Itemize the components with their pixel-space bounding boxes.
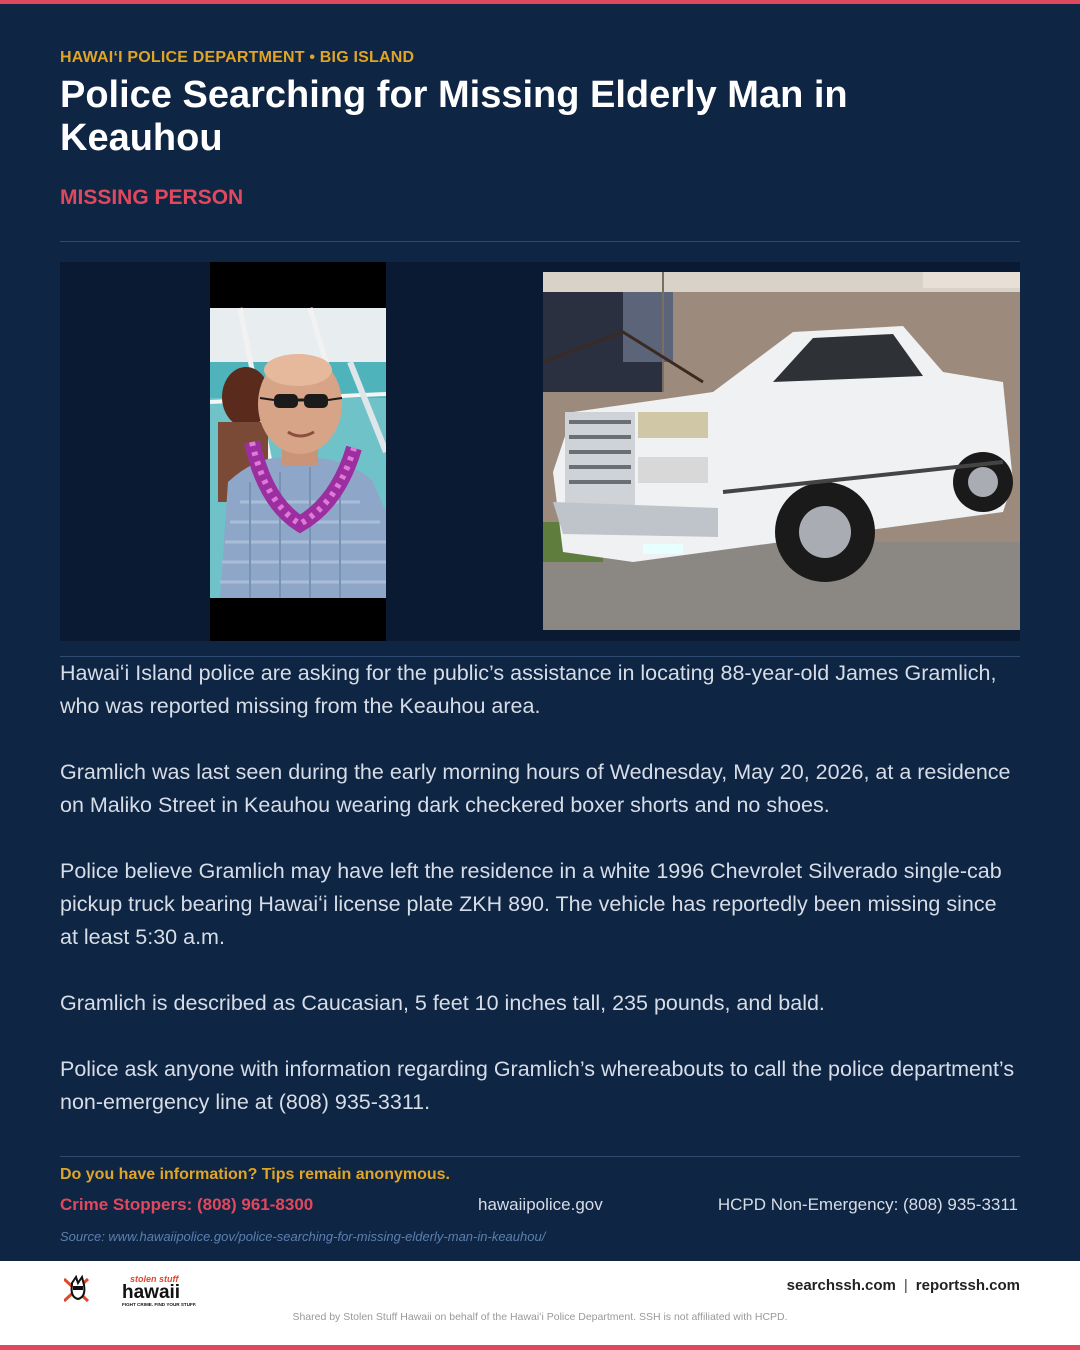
contact-row [60,1195,1020,1217]
reportssh-link[interactable]: reportssh.com [915,1277,1020,1294]
svg-text:FIGHT CRIME. FIND YOUR STUFF.: FIGHT CRIME. FIND YOUR STUFF. [122,1302,197,1307]
category-label: MISSING PERSON [60,186,244,209]
article-paragraph: Police ask anyone with information regarding Gramlich’s whereabouts to call the police department’s non-emergency line at (808) 935-3311. [60,1057,1015,1114]
vehicle-photo [543,272,1020,630]
footer [0,1261,1080,1345]
article-paragraph: Gramlich was last seen during the early morning hours of Wednesday, May 20, 2026, at a residence on Maliko Street in Keauhou wearing dark checkered boxer shorts and no shoes. [60,760,1011,817]
missing-person-photo [210,262,386,641]
searchssh-link[interactable]: searchssh.com [786,1277,896,1294]
article-paragraph: Gramlich is described as Caucasian, 5 feet 10 inches tall, 235 pounds, and bald. [60,991,825,1015]
divider [60,241,1020,242]
svg-text:stolen stuff: stolen stuff [130,1274,179,1284]
divider [60,1156,1020,1157]
non-emergency-phone[interactable]: HCPD Non-Emergency: (808) 935-3311 [717,1195,1018,1214]
disclaimer: Shared by Stolen Stuff Hawaii on behalf of the Hawaiʻi Police Department. SSH is not affiliated with HCPD. [292,1311,788,1323]
department-kicker: HAWAIʻI POLICE DEPARTMENT • BIG ISLAND [60,49,415,66]
footer-links [787,1277,1020,1294]
stolen-stuff-hawaii-logo [64,1271,204,1307]
police-website-link[interactable]: hawaiipolice.gov [478,1195,603,1214]
link-separator: | [903,1277,908,1294]
headline: Police Searching for Missing Elderly Man in Keauhou [60,74,848,159]
svg-text:hawaii: hawaii [122,1282,181,1303]
photo-panel [60,262,1020,641]
source-link[interactable]: Source: www.hawaiipolice.gov/police-searching-for-missing-elderly-man-in-keauhou/ [60,1229,546,1244]
crime-stoppers-phone[interactable]: Crime Stoppers: (808) 961-8300 [60,1195,314,1214]
article-paragraph: Hawaiʻi Island police are asking for the public’s assistance in locating 88-year-old James Gramlich, who was reported missing from the Keauhou area. [60,661,997,718]
article-paragraph: Police believe Gramlich may have left the residence in a white 1996 Chevrolet Silverado single-cab pickup truck bearing Hawaiʻi license plate ZKH 890. The vehicle has reportedly been missing since at least 5:30 a.m. [60,859,1002,949]
top-accent-bar [0,0,1080,4]
article-body [60,657,1020,1152]
cat-burglar-icon [64,1277,88,1301]
bottom-accent-bar [0,1345,1080,1350]
tip-call-to-action: Do you have information? Tips remain anonymous. [60,1166,450,1183]
